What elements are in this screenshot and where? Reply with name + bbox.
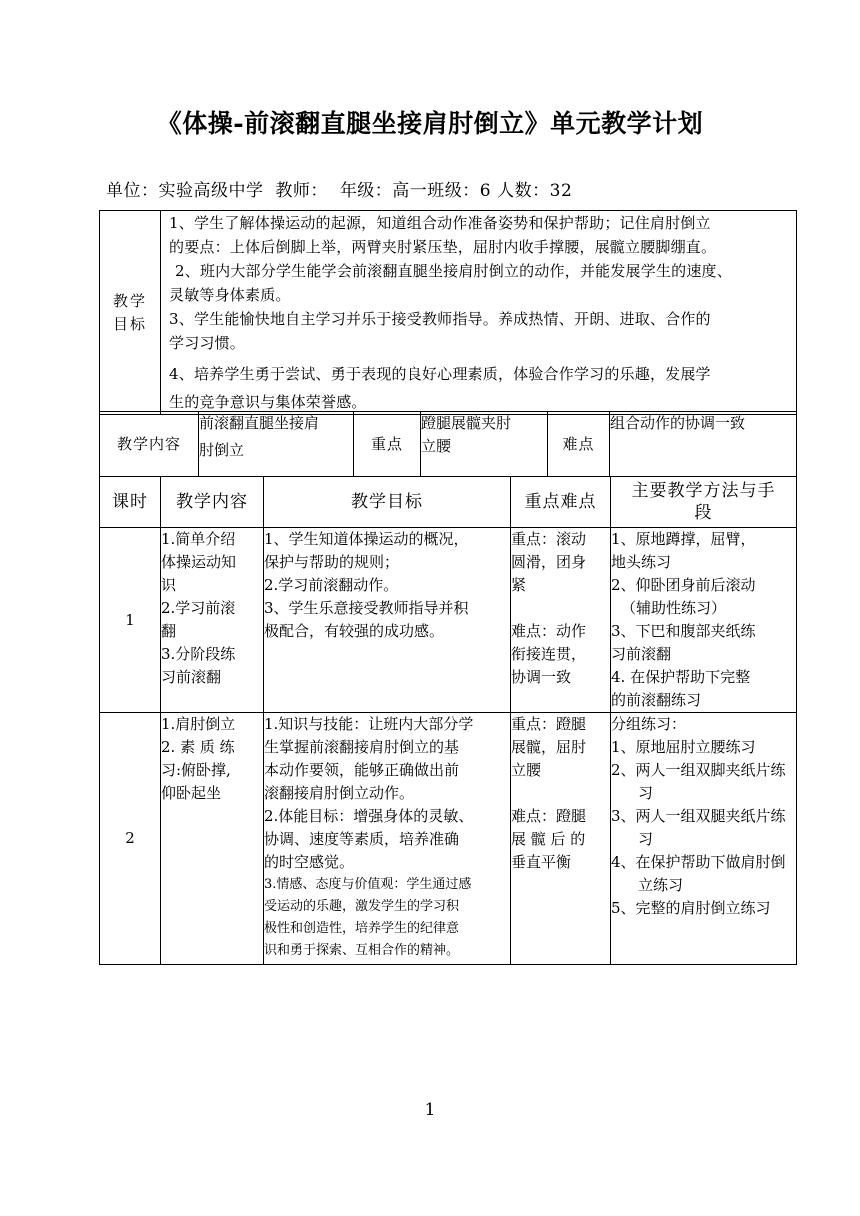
list-item: 识和勇于探索、互相合作的精神。 — [264, 943, 460, 958]
list-item: 重点：蹬腿 — [511, 715, 587, 733]
table-row — [100, 713, 797, 965]
list-item: 1、学生知道体操运动的概况， — [264, 530, 469, 548]
key-point-value — [421, 412, 548, 477]
lesson-schedule-table — [99, 476, 797, 965]
list-item: 体操运动知 — [161, 553, 237, 571]
list-item: 立腰 — [511, 761, 542, 779]
key-point-line-2: 立腰 — [421, 437, 452, 455]
list-item: 习前滚翻 — [611, 645, 672, 663]
list-item: 协调一致 — [511, 668, 572, 686]
goal-4-line-1: 4、培养学生勇于尝试、勇于表现的良好心理素质，体验合作学习的乐趣，发展学 — [169, 365, 711, 383]
list-item: 极配合，有较强的成功感。 — [264, 622, 445, 640]
table-row — [100, 528, 797, 713]
lesson2-content — [161, 713, 264, 965]
content-value — [199, 412, 354, 477]
lesson-number: 2 — [100, 713, 161, 965]
list-item: 展髋，屈肘 — [511, 738, 587, 756]
goals-label-line-1: 教学 — [112, 291, 147, 310]
list-item: 3、下巴和腹部夹纸练 — [611, 622, 756, 640]
lesson-number: 1 — [100, 528, 161, 713]
goals-text — [161, 211, 797, 415]
student-count-field: 人数：32 — [497, 181, 573, 201]
goal-1-line-2: 的要点：上体后倒脚上举，两臂夹肘紧压垫，屈肘内收手撑腰，展髋立腰脚绷直。 — [169, 238, 717, 256]
goal-4-line-2: 生的竞争意识与集体荣誉感。 — [169, 393, 367, 411]
list-item: 圆滑，团身 — [511, 553, 587, 571]
goal-3-line-2: 学习习惯。 — [169, 334, 246, 352]
list-item: 重点：滚动 — [511, 530, 587, 548]
list-item: 3、学生乐意接受教师指导并积 — [264, 599, 469, 617]
list-item: 分组练习： — [611, 715, 687, 733]
list-item: 的前滚翻练习 — [611, 691, 702, 709]
list-item: 保护与帮助的规则； — [264, 553, 400, 571]
goal-1-line-1: 1、学生了解体操运动的起源，知道组合动作准备姿势和保护帮助；记住肩肘倒立 — [169, 214, 711, 232]
lesson1-content — [161, 528, 264, 713]
page-number: 1 — [424, 1100, 436, 1120]
list-item: 难点：动作 — [511, 622, 587, 640]
list-item: 1、原地屈肘立腰练习 — [611, 738, 756, 756]
list-item: 展 髋 后 的 — [511, 830, 586, 848]
content-value-line-2: 肘倒立 — [199, 441, 245, 459]
list-item: 1.简单介绍 — [161, 530, 236, 548]
header-content: 教学内容 — [161, 477, 264, 528]
header-focus: 重点难点 — [511, 477, 611, 528]
list-item: 协调、速度等素质，培养准确 — [264, 830, 460, 848]
goal-3-line-1: 3、学生能愉快地自主学习并乐于接受教师指导。养成热情、开朗、进取、合作的 — [169, 310, 711, 328]
list-item: 的时空感觉。 — [264, 853, 355, 871]
list-item: 2、两人一组双脚夹纸片练习 — [611, 761, 786, 802]
content-label: 教学内容 — [100, 412, 199, 477]
lesson2-goal — [264, 713, 511, 965]
list-item: 地头练习 — [611, 553, 672, 571]
document-title: 《体操-前滚翻直腿坐接肩肘倒立》单元教学计划 — [156, 109, 704, 138]
lesson1-goal — [264, 528, 511, 713]
list-item: 2. 素 质 练 — [161, 738, 235, 756]
list-item: 仰卧起坐 — [161, 784, 222, 802]
list-item: 本动作要领，能够正确做出前 — [264, 761, 460, 779]
header-method — [611, 477, 797, 528]
list-item: 2.学习前滚 — [161, 599, 236, 617]
goals-label-line-2: 目标 — [112, 314, 147, 333]
list-item: 习:俯卧撑, — [161, 761, 231, 779]
list-item: 习前滚翻 — [161, 668, 222, 686]
difficulty-label: 难点 — [548, 412, 610, 477]
goal-2-line-2: 灵敏等身体素质。 — [169, 286, 291, 304]
lesson1-method — [611, 528, 797, 713]
unit-field: 单位：实验高级中学 — [106, 181, 264, 201]
list-item: 3.情感、态度与价值观：学生通过感 — [264, 877, 472, 892]
lesson2-method — [611, 713, 797, 965]
teaching-goals-table — [99, 210, 797, 415]
content-summary-table — [99, 411, 797, 477]
list-item: 垂直平衡 — [511, 853, 572, 871]
key-point-label: 重点 — [354, 412, 421, 477]
difficulty-value: 组合动作的协调一致 — [610, 412, 797, 477]
list-item: 1、原地蹲撑，屈臂， — [611, 530, 756, 548]
list-item: 3.分阶段练 — [161, 645, 236, 663]
list-item: 极性和创造性，培养学生的纪律意 — [264, 921, 460, 936]
list-item: 紧 — [511, 576, 527, 594]
header-method-line-2: 段 — [694, 503, 713, 523]
list-item: 滚翻接肩肘倒立动作。 — [264, 784, 415, 802]
list-item: 3、两人一组双腿夹纸片练习 — [611, 807, 786, 848]
goals-label — [100, 211, 161, 415]
list-item: 识 — [161, 576, 177, 594]
key-point-line-1: 蹬腿展髋夹肘 — [421, 414, 512, 432]
list-item: 1.肩肘倒立 — [161, 715, 236, 733]
list-item: 难点：蹬腿 — [511, 807, 587, 825]
goal-2-line-1: 2、班内大部分学生能学会前滚翻直腿坐接肩肘倒立的动作，并能发展学生的速度、 — [175, 262, 732, 280]
teacher-field: 教师： — [275, 181, 328, 201]
header-info — [106, 176, 578, 201]
list-item: 5、完整的肩肘倒立练习 — [611, 899, 771, 917]
list-item: 1.知识与技能：让班内大部分学 — [264, 715, 474, 733]
list-item: 2.学习前滚翻动作。 — [264, 576, 399, 594]
header-goal: 教学目标 — [264, 477, 511, 528]
list-item: 生掌握前滚翻接肩肘倒立的基 — [264, 738, 460, 756]
list-item: 衔接连贯， — [511, 645, 587, 663]
lesson2-focus — [511, 713, 611, 965]
header-method-line-1: 主要教学方法与手 — [631, 481, 776, 501]
list-item: （辅助性练习） — [621, 599, 727, 617]
list-item: 受运动的乐趣，激发学生的学习积 — [264, 899, 460, 914]
lesson1-focus — [511, 528, 611, 713]
list-item: 2、仰卧团身前后滚动 — [611, 576, 756, 594]
schedule-header-row — [100, 477, 797, 528]
header-lesson: 课时 — [100, 477, 161, 528]
list-item: 4. 在保护帮助下完整 — [611, 668, 751, 686]
list-item: 4、在保护帮助下做肩肘倒立练习 — [611, 853, 786, 894]
content-value-line-1: 前滚翻直腿坐接肩 — [199, 414, 320, 432]
grade-class-field: 年级：高一班级：6 — [339, 181, 492, 201]
list-item: 2.体能目标：增强身体的灵敏、 — [264, 807, 474, 825]
list-item: 翻 — [161, 622, 177, 640]
